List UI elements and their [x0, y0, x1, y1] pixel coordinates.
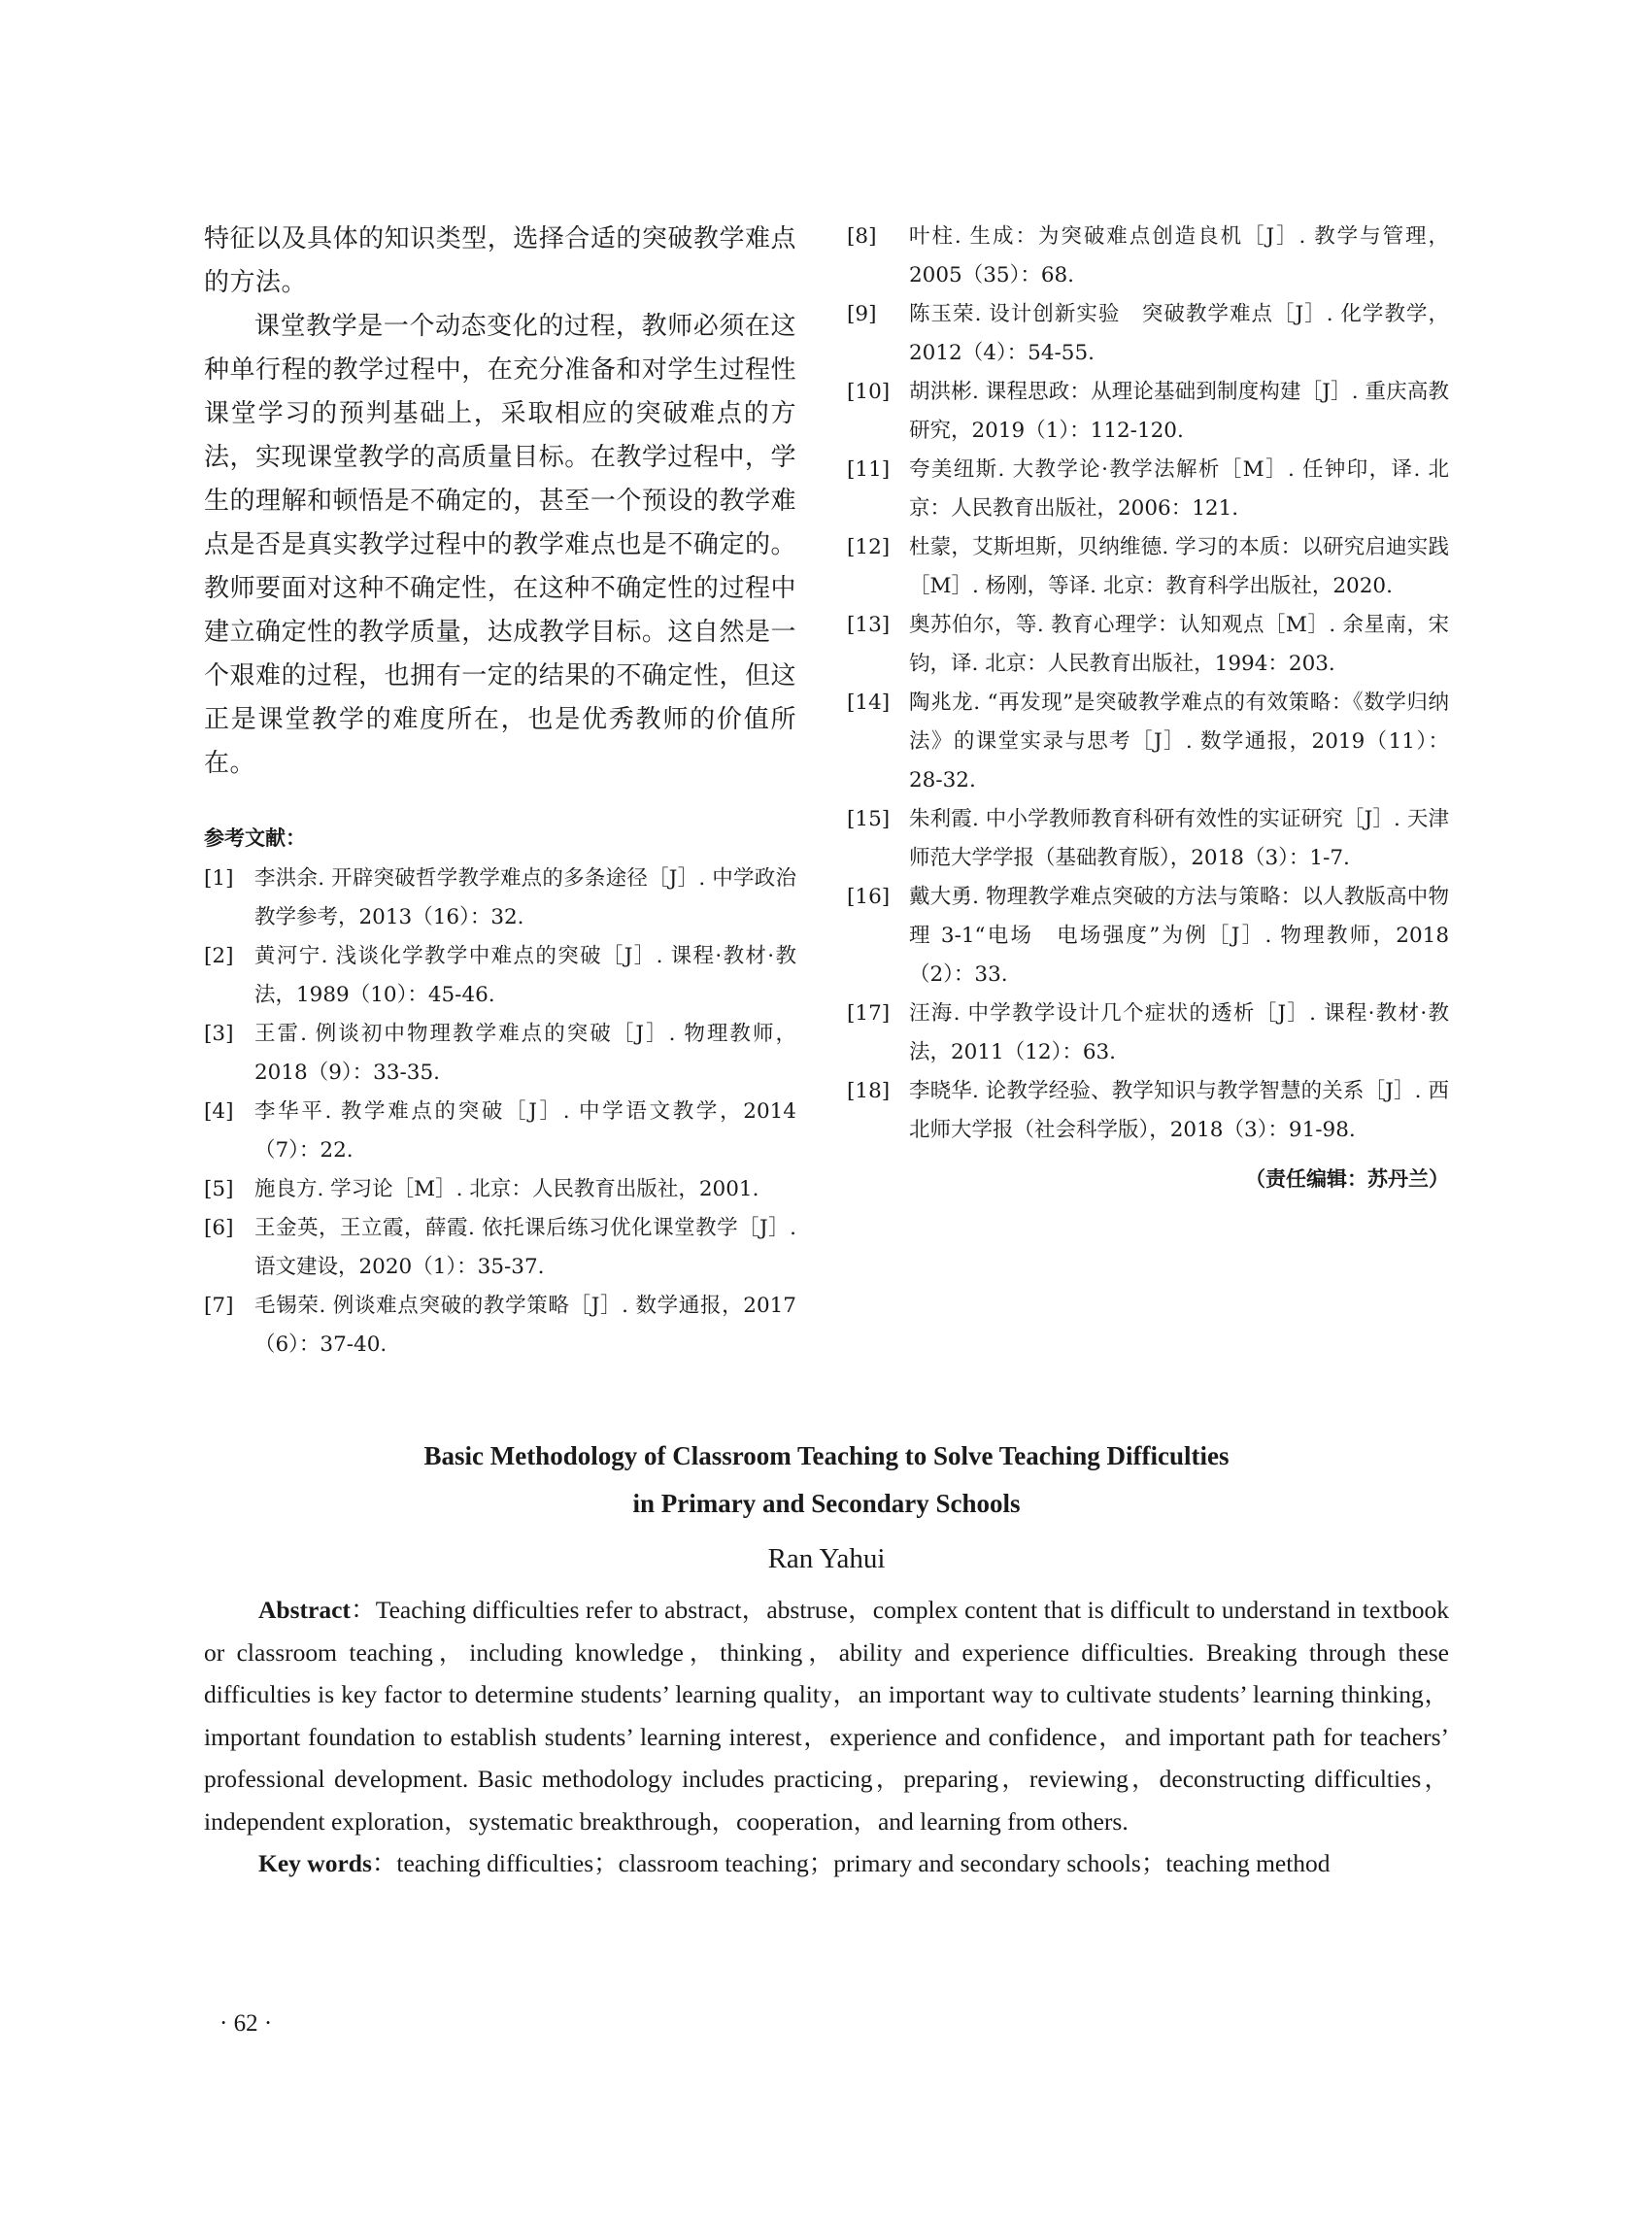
reference-number: [4] [204, 1099, 234, 1124]
reference-item [847, 800, 1449, 878]
body-paragraph: 特征以及具体的知识类型，选择合适的突破教学难点的方法。 [204, 224, 796, 297]
reference-number: [11] [847, 457, 891, 482]
reference-item [847, 684, 1449, 800]
english-author: Ran Yahui [767, 1543, 886, 1574]
reference-item [847, 528, 1449, 606]
reference-text: 李华平. 教学难点的突破［J］. 中学语文教学，2014（7）：22. [254, 1099, 796, 1163]
body-paragraphs [204, 218, 796, 786]
reference-item [847, 606, 1449, 684]
reference-text: 黄河宁. 浅谈化学教学中难点的突破［J］. 课程·教材·教法，1989（10）：45-46. [254, 944, 796, 1007]
reference-list-right [847, 218, 1449, 1150]
reference-item [847, 878, 1449, 995]
reference-text: 李晓华. 论教学经验、教学知识与教学智慧的关系［J］. 西北师大学报（社会科学版），2018（3）：91-98. [909, 1079, 1449, 1142]
reference-list-left [204, 860, 796, 1365]
reference-text: 叶柱. 生成：为突破难点创造良机［J］. 教学与管理，2005（35）：68. [909, 224, 1449, 287]
reference-number: [13] [847, 613, 891, 637]
keywords-label: Key words [258, 1849, 372, 1877]
reference-number: [14] [847, 691, 891, 715]
reference-number: [15] [847, 807, 891, 831]
reference-item [204, 1209, 796, 1287]
reference-number: [3] [204, 1022, 234, 1046]
reference-text: 奥苏伯尔，等. 教育心理学：认知观点［M］. 余星南，宋钧，译. 北京：人民教育出版社，1994：203. [909, 613, 1449, 676]
reference-item [847, 295, 1449, 373]
reference-number: [6] [204, 1216, 234, 1240]
reference-text: 陶兆龙. “再发现”是突破教学难点的有效策略：《数学归纳法》的课堂实录与思考［J］. 数学通报，2019（11）：28-32. [909, 691, 1449, 792]
reference-number: [5] [204, 1177, 234, 1201]
english-abstract-section [204, 1433, 1449, 1885]
english-abstract [204, 1589, 1449, 1842]
abstract-label: Abstract [258, 1596, 351, 1624]
reference-item [204, 1093, 796, 1170]
reference-item [204, 937, 796, 1015]
reference-number: [16] [847, 885, 891, 909]
reference-number: [9] [847, 302, 877, 326]
abstract-separator: ： [350, 1596, 376, 1624]
reference-number: [7] [204, 1294, 234, 1318]
reference-text: 王金英，王立霞，薛霞. 依托课后练习优化课堂教学［J］. 语文建设，2020（1）：35-37. [254, 1216, 796, 1279]
reference-text: 陈玉荣. 设计创新实验 突破教学难点［J］. 化学教学，2012（4）：54-55. [909, 302, 1449, 365]
reference-text: 朱利霞. 中小学教师教育科研有效性的实证研究［J］. 天津师范大学学报（基础教育版），2018（3）：1-7. [909, 807, 1449, 870]
reference-item [204, 1015, 796, 1093]
reference-text: 夸美纽斯. 大教学论·教学法解析［M］. 任钟印，译. 北京：人民教育出版社，2006：121. [909, 457, 1449, 521]
reference-number: [1] [204, 866, 234, 891]
abstract-text: Teaching difficulties refer to abstract，abstruse，complex content that is difficult to understand in textbook or classroom teaching，including knowledge，thinking，ability and experience difficulties. Breaking through these difficulties is key factor to determine students’ learning quality，an important way to cultivate students’ learning thinking，important foundation to establish students’ learning interest，experience and confidence，and important path for teachers’ professional development. Basic methodology includes practicing，preparing，reviewing，deconstructing difficulties，independent exploration，systematic breakthrough，cooperation，and learning from others. [204, 1596, 1449, 1836]
left-column [204, 218, 796, 1365]
body-paragraph: 课堂教学是一个动态变化的过程，教师必须在这种单行程的教学过程中，在充分准备和对学生过程性课堂学习的预判基础上，采取相应的突破难点的方法，实现课堂教学的高质量目标。在教学过程中，学生的理解和顿悟是不确定的，甚至一个预设的教学难点是否是真实教学过程中的教学难点也是不确定的。教师要面对这种不确定性，在这种不确定性的过程中建立确定性的教学质量，达成教学目标。这自然是一个艰难的过程，也拥有一定的结果的不确定性，但这正是课堂教学的难度所在，也是优秀教师的价值所在。 [204, 312, 796, 778]
reference-number: [10] [847, 380, 891, 404]
reference-number: [12] [847, 535, 891, 559]
reference-text: 毛锡荣. 例谈难点突破的教学策略［J］. 数学通报，2017（6）：37-40. [254, 1294, 796, 1357]
references-heading: 参考文献： [204, 826, 306, 850]
reference-text: 杜蒙，艾斯坦斯，贝纳维德. 学习的本质：以研究启迪实践［M］. 杨刚，等译. 北京：教育科学出版社，2020. [909, 535, 1449, 598]
reference-item [847, 995, 1449, 1072]
page-number: · 62 · [219, 2010, 273, 2037]
reference-item [204, 1287, 796, 1365]
right-column [847, 218, 1449, 1193]
keywords-separator: ： [371, 1849, 397, 1877]
responsible-editor-note: （责任编辑：苏丹兰） [1245, 1167, 1449, 1191]
reference-number: [17] [847, 1001, 891, 1026]
reference-text: 施良方. 学习论［M］. 北京：人民教育出版社，2001. [254, 1177, 759, 1201]
reference-item [847, 451, 1449, 528]
reference-item [847, 218, 1449, 295]
english-title-line-2: in Primary and Secondary Schools [632, 1489, 1021, 1518]
reference-number: [8] [847, 224, 877, 249]
reference-item [847, 1072, 1449, 1150]
reference-text: 胡洪彬. 课程思政：从理论基础到制度构建［J］. 重庆高教研究，2019（1）：112-120. [909, 380, 1449, 443]
english-title-line-1: Basic Methodology of Classroom Teaching to Solve Teaching Difficulties [423, 1441, 1230, 1470]
reference-number: [18] [847, 1079, 891, 1103]
reference-text: 李洪余. 开辟突破哲学教学难点的多条途径［J］. 中学政治教学参考，2013（16）：32. [254, 866, 796, 929]
reference-text: 汪海. 中学教学设计几个症状的透析［J］. 课程·教材·教法，2011（12）：63. [909, 1001, 1449, 1064]
english-keywords [204, 1842, 1449, 1885]
reference-number: [2] [204, 944, 234, 968]
reference-item [204, 860, 796, 937]
keywords-text: teaching difficulties；classroom teaching；primary and secondary schools；teaching method [396, 1849, 1331, 1877]
reference-text: 戴大勇. 物理教学难点突破的方法与策略：以人教版高中物理 3-1“电场 电场强度”为例［J］. 物理教师，2018（2）：33. [909, 885, 1449, 987]
reference-item [204, 1170, 796, 1209]
reference-item [847, 373, 1449, 451]
reference-text: 王雷. 例谈初中物理教学难点的突破［J］. 物理教师，2018（9）：33-35. [254, 1022, 796, 1085]
